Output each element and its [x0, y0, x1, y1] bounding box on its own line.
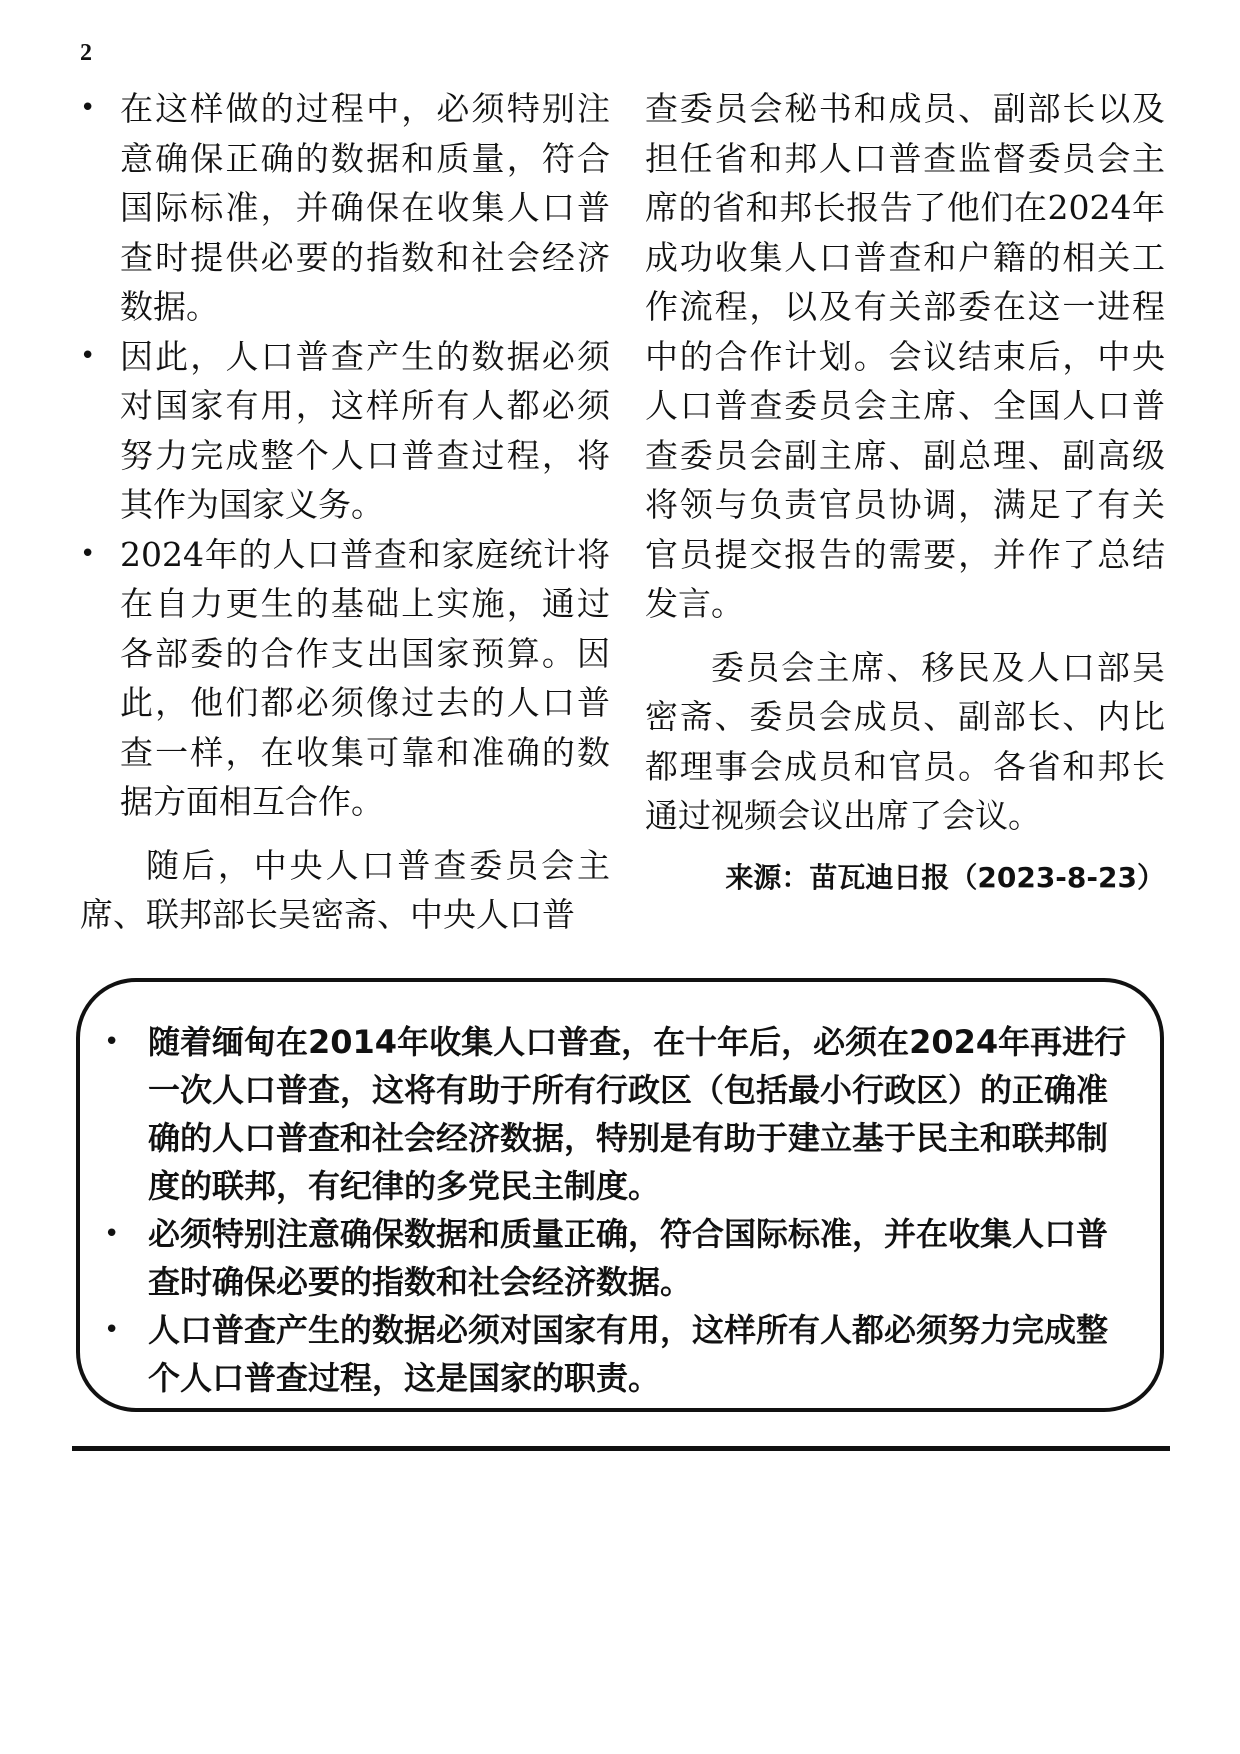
meeting-paragraph-continued: 查委员会秘书和成员、副部长以及担任省和邦人口普查监督委员会主席的省和邦长报告了他们在2024年成功收集人口普查和户籍的相关工作流程，以及有关部委在这一进程中的合作计划。会议结束后，中央人口普查委员会主席、全国人口普查委员会副主席、副总理、副高级将领与负责官员协调，满足了有关官员提交报告的需要，并作了总结发言。 [645, 89, 1165, 623]
list-item [104, 1210, 1130, 1306]
left-bullet-list [80, 84, 610, 827]
bottom-rule-divider [72, 1446, 1170, 1451]
summary-box [76, 978, 1164, 1412]
list-item [104, 1018, 1130, 1210]
page-number: 2 [80, 40, 92, 66]
bullet-icon: • [80, 538, 96, 569]
bullet-icon: • [104, 1219, 120, 1249]
bullet-icon: • [80, 340, 96, 371]
bullet-icon: • [104, 1027, 120, 1057]
bullet-text: 因此，人口普查产生的数据必须对国家有用，这样所有人都必须努力完成整个人口普查过程，将其作为国家义务。 [120, 336, 610, 524]
bullet-text: 在这样做的过程中，必须特别注意确保正确的数据和质量，符合国际标准，并确保在收集人口普查时提供必要的指数和社会经济数据。 [120, 89, 610, 326]
list-item [80, 84, 610, 332]
summary-bullet-list [104, 1018, 1130, 1402]
list-item [104, 1306, 1130, 1402]
left-column [80, 84, 610, 940]
bullet-icon: • [104, 1315, 120, 1345]
list-item [80, 530, 610, 827]
attendees-paragraph: 委员会主席、移民及人口部吴密斋、委员会成员、副部长、内比都理事会成员和官员。各省和邦长通过视频会议出席了会议。 [645, 647, 1165, 835]
right-column [645, 84, 1165, 902]
bullet-icon: • [80, 93, 96, 123]
summary-text: 必须特别注意确保数据和质量正确，符合国际标准，并在收集人口普查时确保必要的指数和社会经济数据。 [148, 1215, 1109, 1301]
summary-text: 人口普查产生的数据必须对国家有用，这样所有人都必须努力完成整个人口普查过程，这是国家的职责。 [148, 1311, 1109, 1397]
source-citation: 来源：苗瓦迪日报（2023-8-23） [725, 860, 1165, 894]
meeting-paragraph-start: 随后，中央人口普查委员会主席、联邦部长吴密斋、中央人口普 [80, 845, 610, 934]
list-item [80, 332, 610, 530]
summary-text: 随着缅甸在2014年收集人口普查，在十年后，必须在2024年再进行一次人口普查，这将有助于所有行政区（包括最小行政区）的正确准确的人口普查和社会经济数据，特别是有助于建立基于民主和联邦制度的联邦，有纪律的多党民主制度。 [148, 1023, 1127, 1205]
bullet-text: 2024年的人口普查和家庭统计将在自力更生的基础上实施，通过各部委的合作支出国家预算。因此，他们都必须像过去的人口普查一样，在收集可靠和准确的数据方面相互合作。 [120, 534, 610, 821]
